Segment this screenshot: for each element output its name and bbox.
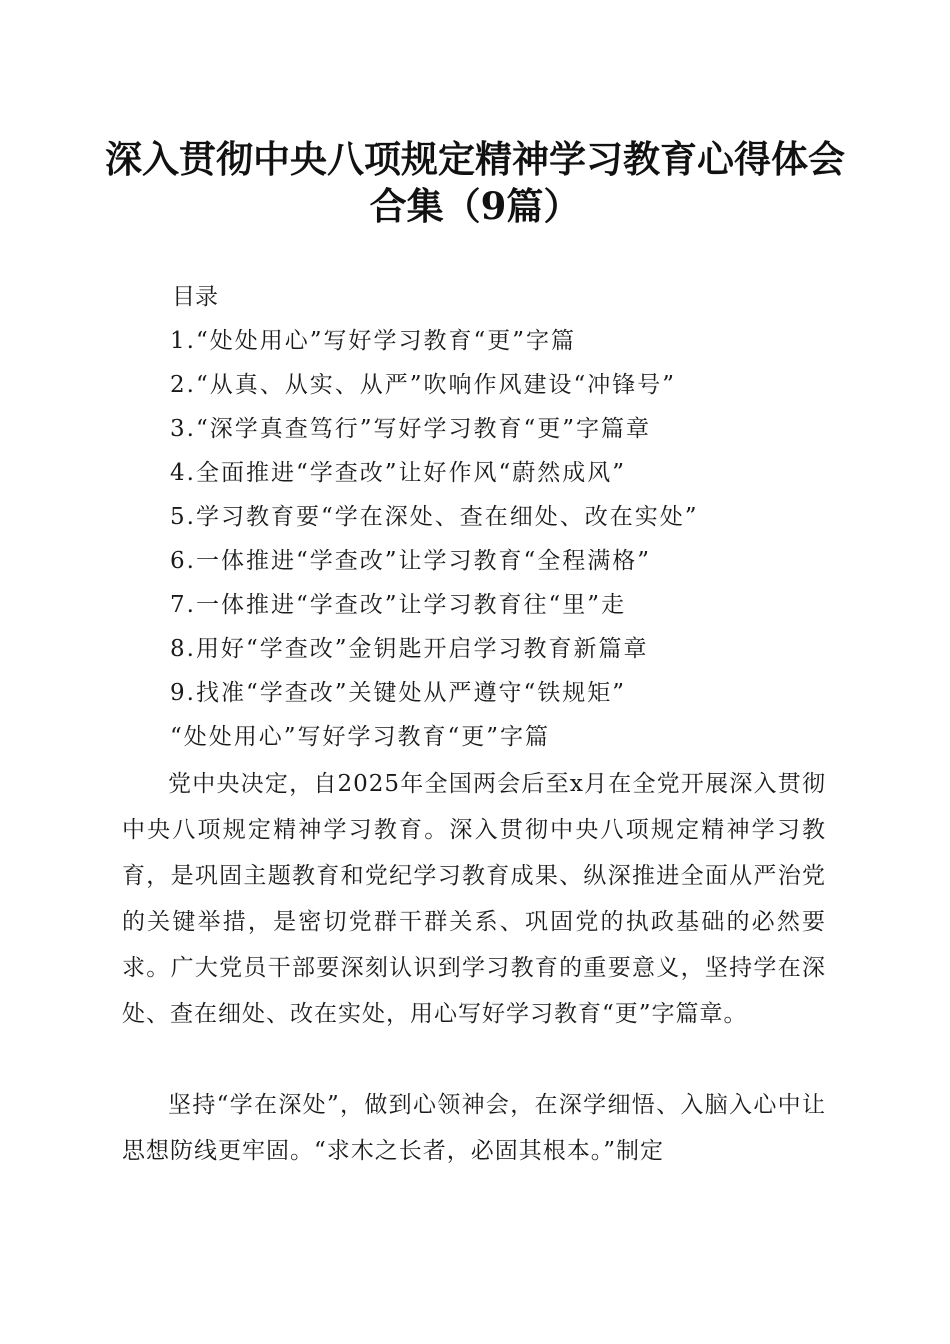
toc-item-5: 5.学习教育要“学在深处、查在细处、改在实处”	[170, 504, 699, 530]
toc-heading: 目录	[172, 284, 218, 310]
body-paragraph-2: 坚持“学在深处”，做到心领神会，在深学细悟、入脑入心中让思想防线更牢固。“求木之长者，必固其根本。”制定	[122, 1092, 826, 1164]
toc-item-9: 9.找准“学查改”关键处从严遵守“铁规矩”	[170, 680, 626, 706]
document-title-line-1: 深入贯彻中央八项规定精神学习教育心得体会	[105, 137, 845, 181]
toc-item-3: 3.“深学真查笃行”写好学习教育“更”字篇章	[170, 416, 651, 442]
toc-item-7: 7.一体推进“学查改”让学习教育往“里”走	[170, 592, 626, 618]
table-of-contents	[170, 322, 698, 718]
toc-item-4: 4.全面推进“学查改”让好作风“蔚然成风”	[170, 460, 626, 486]
toc-item-8: 8.用好“学查改”金钥匙开启学习教育新篇章	[170, 636, 649, 662]
section-heading: “处处用心”写好学习教育“更”字篇	[170, 724, 551, 750]
body-paragraph-1: 党中央决定，自2025年全国两会后至x月在全党开展深入贯彻中央八项规定精神学习教育。深入贯彻中央八项规定精神学习教育，是巩固主题教育和党纪学习教育成果、纵深推进全面从严治党的关键举措，是密切党群干群关系、巩固党的执政基础的必然要求。广大党员干部要深刻认识到学习教育的重要意义，坚持学在深处、查在细处、改在实处，用心写好学习教育“更”字篇章。	[122, 771, 826, 1027]
toc-item-1: 1.“处处用心”写好学习教育“更”字篇	[170, 328, 576, 354]
toc-item-6: 6.一体推进“学查改”让学习教育“全程满格”	[170, 548, 651, 574]
toc-item-2: 2.“从真、从实、从严”吹响作风建设“冲锋号”	[170, 372, 676, 398]
document-title-line-2: 合集（9篇）	[369, 184, 581, 228]
